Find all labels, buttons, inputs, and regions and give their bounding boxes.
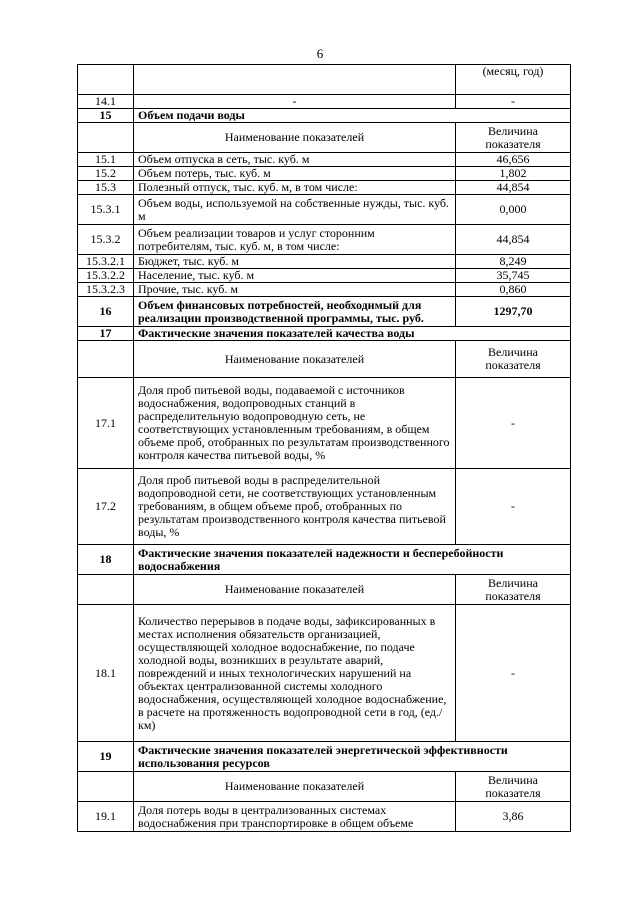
empty-cell <box>78 575 134 605</box>
row-number: 18.1 <box>78 605 134 742</box>
row-name: Количество перерывов в подаче воды, зафиксированных в местах исполнения обязательств организацией, осуществляющей холодное водоснабжение, по подаче холодной воды, возникших в результате аварий, повреждений и иных технологических нарушений на объектах централизованной системы холодного водоснабжения, осуществляющей холодное водоснабжение, в расчете на протяженность водопроводной сети в год, (ед./км) <box>134 605 456 742</box>
row-value: 35,745 <box>456 269 571 283</box>
row-name: Объем потерь, тыс. куб. м <box>134 167 456 181</box>
column-header-value: Величина показателя <box>456 123 571 153</box>
row-name: Полезный отпуск, тыс. куб. м, в том числе: <box>134 181 456 195</box>
row-name: Объем финансовых потребностей, необходимый для реализации производственной программы, тыс. руб. <box>134 297 456 327</box>
table-row <box>78 378 571 469</box>
header-row <box>78 772 571 802</box>
section-row <box>78 327 571 341</box>
row-name: Бюджет, тыс. куб. м <box>134 255 456 269</box>
row-value: 44,854 <box>456 181 571 195</box>
empty-cell <box>134 65 456 95</box>
row-name: Население, тыс. куб. м <box>134 269 456 283</box>
row-number: 19.1 <box>78 802 134 832</box>
row-value: 0,000 <box>456 195 571 225</box>
row-number: 15.2 <box>78 167 134 181</box>
row-name: Объем воды, используемой на собственные нужды, тыс. куб. м <box>134 195 456 225</box>
row-name: Доля проб питьевой воды в распределительной водопроводной сети, не соответствующих установленным требованиям, в общем объеме проб, отобранных по результатам производственного контроля качества питьевой воды, % <box>134 469 456 545</box>
table-row <box>78 255 571 269</box>
row-value: 1297,70 <box>456 297 571 327</box>
row-number: 17.2 <box>78 469 134 545</box>
row-number: 16 <box>78 297 134 327</box>
row-name: Доля потерь воды в централизованных системах водоснабжения при транспортировке в общем объеме <box>134 802 456 832</box>
indicators-table <box>77 64 571 832</box>
row-number: 17.1 <box>78 378 134 469</box>
table-row <box>78 605 571 742</box>
column-header-name: Наименование показателей <box>134 341 456 378</box>
table-row <box>78 297 571 327</box>
row-number: 15.3.2.1 <box>78 255 134 269</box>
table-row <box>78 283 571 297</box>
empty-cell <box>78 341 134 378</box>
row-number: 15.3.1 <box>78 195 134 225</box>
section-number: 17 <box>78 327 134 341</box>
row-number: 15.3.2 <box>78 225 134 255</box>
row-value: - <box>456 605 571 742</box>
row-number: 15.3 <box>78 181 134 195</box>
section-row <box>78 742 571 772</box>
row-number: 15.1 <box>78 153 134 167</box>
table-row <box>78 225 571 255</box>
section-title: Фактические значения показателей энергетической эффективности использования ресурсов <box>134 742 571 772</box>
row-value: - <box>456 378 571 469</box>
unit-header: (месяц, год) <box>456 65 571 95</box>
table-row <box>78 95 571 109</box>
header-row <box>78 341 571 378</box>
row-value: 46,656 <box>456 153 571 167</box>
table-row <box>78 153 571 167</box>
row-name: - <box>134 95 456 109</box>
column-header-name: Наименование показателей <box>134 575 456 605</box>
table-row <box>78 65 571 95</box>
page-number: 6 <box>316 46 324 61</box>
row-name: Объем реализации товаров и услуг сторонним потребителям, тыс. куб. м, в том числе: <box>134 225 456 255</box>
table-row <box>78 167 571 181</box>
row-value: 3,86 <box>456 802 571 832</box>
column-header-value: Величина показателя <box>456 341 571 378</box>
empty-cell <box>78 772 134 802</box>
column-header-value: Величина показателя <box>456 575 571 605</box>
column-header-name: Наименование показателей <box>134 772 456 802</box>
row-value: - <box>456 95 571 109</box>
row-name: Объем отпуска в сеть, тыс. куб. м <box>134 153 456 167</box>
section-number: 15 <box>78 109 134 123</box>
column-header-value: Величина показателя <box>456 772 571 802</box>
row-number: 15.3.2.3 <box>78 283 134 297</box>
section-row <box>78 545 571 575</box>
empty-cell <box>78 123 134 153</box>
row-name: Доля проб питьевой воды, подаваемой с источников водоснабжения, водопроводных станций в распределительную водопроводную сеть, не соответствующих установленным требованиям, в общем объеме проб, отобранных по результатам производственного контроля качества питьевой воды, % <box>134 378 456 469</box>
section-number: 18 <box>78 545 134 575</box>
section-title: Объем подачи воды <box>134 109 571 123</box>
table-row <box>78 802 571 832</box>
table-row <box>78 269 571 283</box>
table-row <box>78 469 571 545</box>
row-value: - <box>456 469 571 545</box>
section-title: Фактические значения показателей надежности и бесперебойности водоснабжения <box>134 545 571 575</box>
table-row <box>78 181 571 195</box>
row-value: 1,802 <box>456 167 571 181</box>
row-number: 14.1 <box>78 95 134 109</box>
row-value: 0,860 <box>456 283 571 297</box>
row-value: 8,249 <box>456 255 571 269</box>
section-row <box>78 109 571 123</box>
empty-cell <box>78 65 134 95</box>
header-row <box>78 575 571 605</box>
row-value: 44,854 <box>456 225 571 255</box>
column-header-name: Наименование показателей <box>134 123 456 153</box>
table-row <box>78 195 571 225</box>
section-number: 19 <box>78 742 134 772</box>
section-title: Фактические значения показателей качества воды <box>134 327 571 341</box>
row-number: 15.3.2.2 <box>78 269 134 283</box>
row-name: Прочие, тыс. куб. м <box>134 283 456 297</box>
header-row <box>78 123 571 153</box>
